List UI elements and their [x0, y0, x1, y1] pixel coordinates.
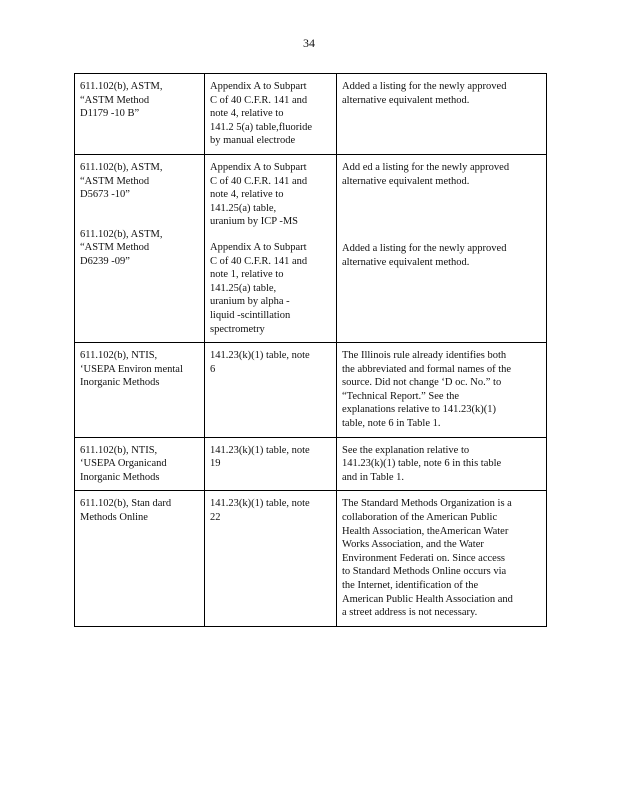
table-row [75, 491, 547, 626]
reference-text: 141.23(k)(1) table, note 19 [210, 444, 310, 470]
explanation-text: Add ed a listing for the newly approved alternative equivalent method. [342, 161, 510, 187]
page-number: 34 [303, 36, 315, 50]
section-text: 611.102(b), Stan dard Methods Online [80, 498, 172, 524]
reference-cell [205, 343, 337, 438]
section-cell [75, 491, 205, 626]
reference-text: 141.23(k)(1) table, note 22 [210, 498, 310, 524]
table-row [75, 437, 547, 491]
rule-changes-table [74, 73, 547, 627]
explanation-cell [337, 74, 547, 155]
section-text: 611.102(b), NTIS, ‘USEPA Organicand Inorganic Methods [80, 444, 167, 483]
explanation-text: The Standard Methods Organization is a collaboration of the American Public Health Association, theAmerican Water Works Association, and the Water Environment Federati on. Since access to Standard Methods Online occurs via the Internet, identification of the American Public Health Association and a street address is not necessary. [342, 498, 513, 619]
reference-cell [205, 491, 337, 626]
explanation-cell [337, 343, 547, 438]
explanation-text: Added a listing for the newly approved alternative equivalent method. [342, 81, 507, 106]
reference-text: Appendix A to Subpart C of 40 C.F.R. 141 and note 4, relative to 141.2 5(a) table,fluoride by manual electrode [210, 81, 313, 147]
reference-text: Appendix A to Subpart C of 40 C.F.R. 141 and note 4, relative to 141.25(a) table, uranium by ICP -MS [210, 161, 308, 228]
explanation-cell [337, 491, 547, 626]
section-text: 611.102(b), ASTM, “ASTM Method D5673 -10” [80, 161, 163, 201]
section-text: 611.102(b), NTIS, ‘USEPA Environ mental Inorganic Methods [80, 350, 183, 389]
section-cell [75, 437, 205, 491]
table-row [75, 343, 547, 438]
reference-text: Appendix A to Subpart C of 40 C.F.R. 141 and note 1, relative to 141.25(a) table, uranium by alpha - liquid -scintillation spectrometry [210, 241, 308, 335]
section-text: 611.102(b), ASTM, “ASTM Method D1179 -10 B” [80, 81, 163, 120]
explanation-text: The Illinois rule already identifies both the abbreviated and formal names of the source. Did not change ‘D oc. No.” to “Technical Report.” See the explanations relative to 141.23(k)(1) table, note 6 in Table 1. [342, 350, 512, 430]
section-cell [75, 74, 205, 155]
reference-cell [205, 74, 337, 155]
reference-cell [205, 154, 337, 342]
explanation-cell [337, 154, 547, 342]
table-row [75, 74, 547, 155]
reference-cell [205, 437, 337, 491]
section-cell [75, 154, 205, 342]
explanation-text: Added a listing for the newly approved alternative equivalent method. [342, 243, 507, 268]
table-row [75, 154, 547, 342]
explanation-text: See the explanation relative to 141.23(k)(1) table, note 6 in this table and in Table 1. [342, 444, 502, 483]
section-text: 611.102(b), ASTM, “ASTM Method D6239 -09” [80, 228, 163, 267]
section-cell [75, 343, 205, 438]
explanation-cell [337, 437, 547, 491]
reference-text: 141.23(k)(1) table, note 6 [210, 350, 310, 375]
